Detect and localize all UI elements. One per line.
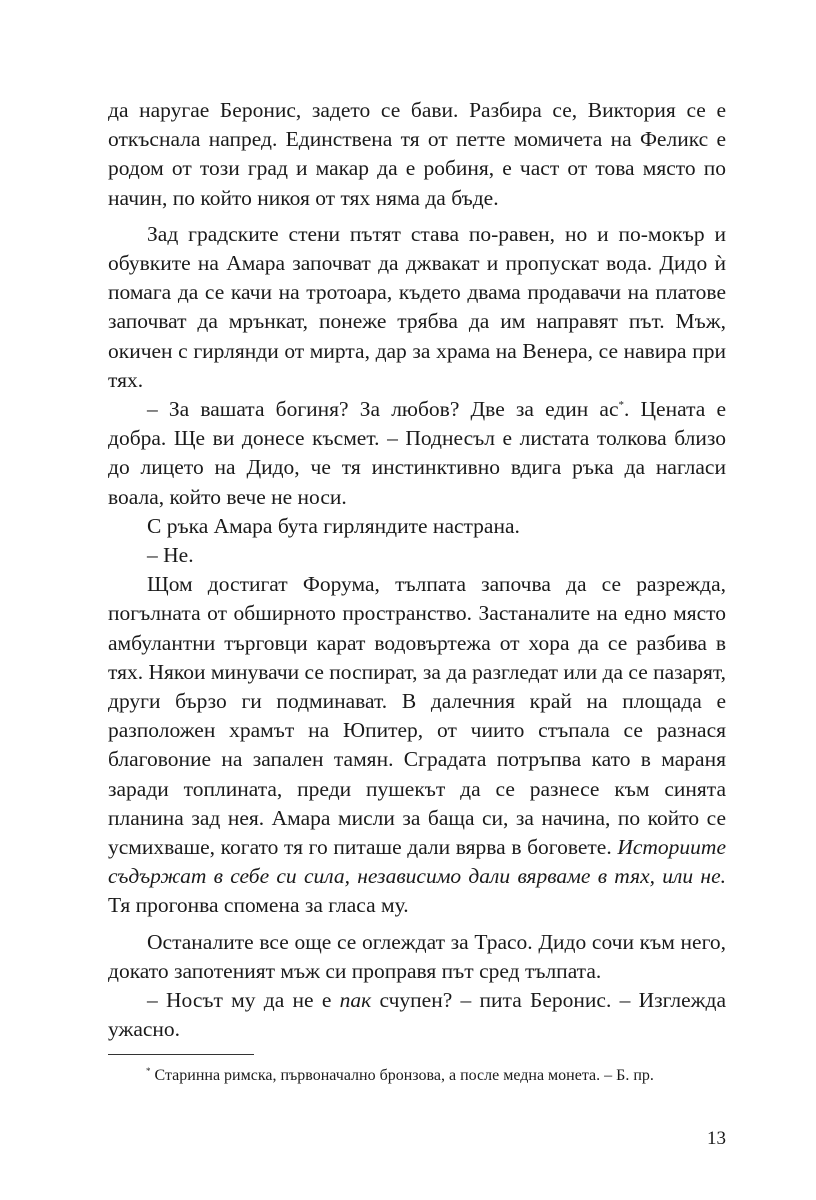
paragraph-text: – Носът му да не е	[147, 988, 340, 1013]
italic-text: Историите съдържат в себе си сила, независимо дали вярваме в тях, или не.	[108, 835, 726, 889]
page-number: 13	[707, 1128, 726, 1149]
paragraph-text: . Цената е добра. Ще ви донесе късмет. – Поднесъл е листата толкова близо до лицето на Дидо, че тя инстинктивно вдига ръка да нагласи воала, който вече не носи.	[108, 397, 726, 509]
paragraph-text: Щом достигат Форума, тълпата започва да се разрежда, погълната от обширното пространство. Застаналите на едно място амбулантни търговци карат водовъртежа от хора да се разбива в тях. Някои минувачи се поспират, за да разгледат или да се пазарят, други бързо ги подминават. В далечния край на площада е разположен храмът на Юпитер, от чиито стъпала се разнася благовоние на запален тамян. Сградата потръпва като в мараня заради топлината, преди пушекът да се разнесе към синята планина зад нея. Амара мисли за баща си, за начина, по който се усмихваше, когато тя го питаше дали вярва в боговете.	[108, 572, 726, 860]
italic-text: пак	[339, 988, 372, 1013]
paragraph: Зад градските стени пътят става по-равен, но и по-мокър и обувките на Амара започват да джвакат и пропускат вода. Дидо ѝ помага да се качи на тротоара, където двама продавачи на платове започват да мрънкат, понеже трябва да им направят път. Мъж, окичен с гирлянди от мирта, дар за храма на Венера, се навира при тях.	[108, 221, 726, 392]
footnote-marker: *	[146, 1066, 151, 1076]
paragraph-text: счупен? – пита Беронис. – Изглежда ужасно.	[108, 988, 726, 1042]
paragraph: Останалите все още се оглеждат за Трасо. Дидо сочи към него, докато запотеният мъж си проправя път сред тълпата.	[108, 929, 726, 983]
paragraph-text: – За вашата богиня? За любов? Две за един ас	[147, 397, 619, 422]
footnote	[146, 1066, 736, 1086]
paragraph-text: Тя прогонва спомена за гласа му.	[108, 893, 409, 918]
footnote-divider	[108, 1054, 254, 1055]
footnote-text: Старинна римска, първоначално бронзова, а после медна монета. – Б. пр.	[150, 1067, 654, 1084]
footnote-marker: *	[618, 399, 625, 412]
paragraph: С ръка Амара бута гирляндите настрана.	[147, 513, 520, 538]
paragraph	[108, 570, 726, 920]
paragraph	[108, 395, 726, 512]
body-text	[108, 96, 726, 1045]
paragraph: да наругае Беронис, задето се бави. Разбира се, Виктория се е откъснала напред. Единствена тя от петте момичета на Феликс е родом от този град и макар да е робиня, е част от това място по начин, по който никоя от тях няма да бъде.	[108, 98, 726, 210]
paragraph	[108, 986, 726, 1044]
paragraph: – Не.	[147, 543, 194, 568]
